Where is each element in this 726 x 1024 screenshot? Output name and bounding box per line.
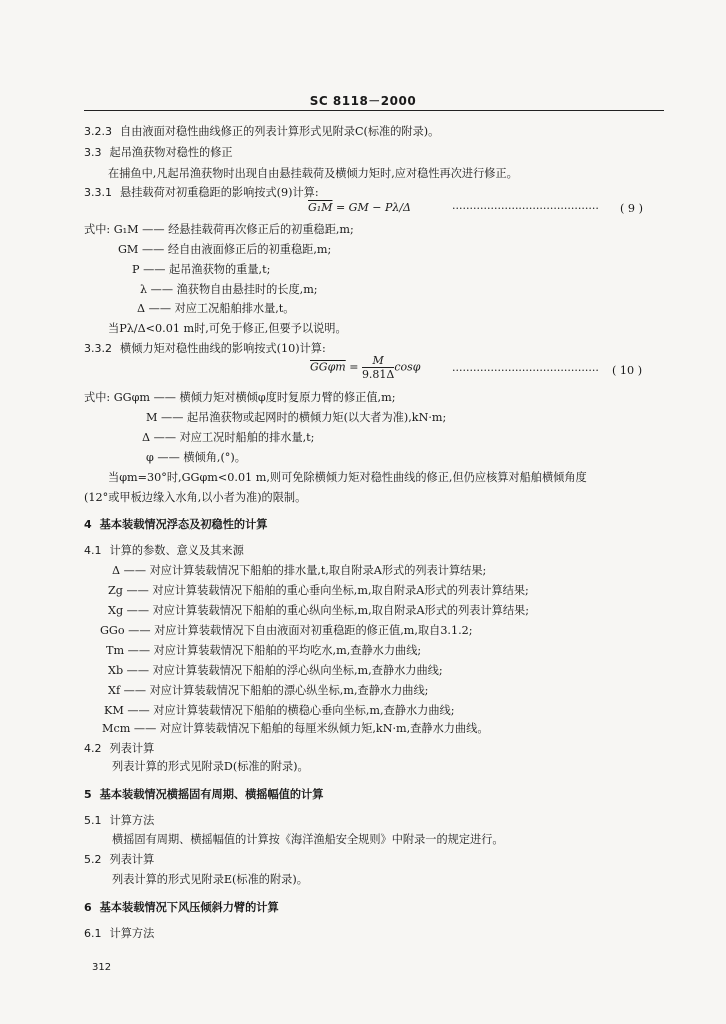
note-3-3-2-cont: (12°或甲板边缘入水角,以小者为准)的限制。 — [84, 491, 307, 504]
def-p: P —— 起吊渔获物的重量,t; — [132, 263, 271, 276]
section-3-3: 3.3 起吊渔获物对稳性的修正 — [84, 146, 233, 159]
def-phi: φ —— 横倾角,(°)。 — [146, 451, 246, 464]
formula-9-leader: ·········································· — [452, 202, 599, 215]
def-ggphim: 式中: GGφm —— 横倾力矩对横倾φ度时复原力臂的修正值,m; — [84, 391, 396, 404]
note-3-3-2: 当φm=30°时,GGφm<0.01 m,则可免除横倾力矩对稳性曲线的修正,但仍应核算对船舶横倾角度 — [108, 471, 587, 484]
section-6: 6 基本装载情况下风压倾斜力臂的计算 — [84, 901, 279, 914]
page-header: SC 8118－2000 — [309, 94, 417, 108]
formula-10-fraction: $\frac{M}{9.81\Delta}$ — [361, 354, 395, 381]
param-tm: Tm —— 对应计算装载情况下船舶的平均吃水,m,查静水力曲线; — [106, 644, 422, 657]
header-rule — [84, 110, 664, 111]
section-4-1: 4.1 计算的参数、意义及其来源 — [84, 544, 244, 557]
section-6-1: 6.1 计算方法 — [84, 927, 155, 940]
page-number: 312 — [92, 962, 112, 973]
param-ggo: GGo —— 对应计算装载情况下自由液面对初重稳距的修正值,m,取自3.1.2; — [100, 624, 473, 637]
def-delta: Δ —— 对应工况船舶排水量,t。 — [137, 302, 295, 315]
def-delta-2: Δ —— 对应工况时船舶的排水量,t; — [142, 431, 315, 444]
formula-9-label: ( 9 ) — [620, 202, 643, 215]
note-3-3-1: 当Pλ/Δ<0.01 m时,可免于修正,但要予以说明。 — [108, 322, 347, 335]
param-zg: Zg —— 对应计算装载情况下船舶的重心垂向坐标,m,取自附录A形式的列表计算结果; — [108, 584, 529, 597]
para-3-3: 在捕鱼中,凡起吊渔获物时出现自由悬挂载荷及横倾力矩时,应对稳性再次进行修正。 — [108, 167, 518, 180]
para-3-2-3: 3.2.3 自由液面对稳性曲线修正的列表计算形式见附录C(标准的附录)。 — [84, 125, 440, 138]
param-xb: Xb —— 对应计算装载情况下船舶的浮心纵向坐标,m,查静水力曲线; — [108, 664, 443, 677]
def-gm: GM —— 经自由液面修正后的初重稳距,m; — [118, 243, 332, 256]
param-km: KM —— 对应计算装载情况下船舶的横稳心垂向坐标,m,查静水力曲线; — [104, 704, 455, 717]
param-delta: Δ —— 对应计算装载情况下船舶的排水量,t,取自附录A形式的列表计算结果; — [112, 564, 487, 577]
section-4-2: 4.2 列表计算 — [84, 742, 155, 755]
para-3-3-1: 3.3.1 悬挂载荷对初重稳距的影响按式(9)计算: — [84, 186, 319, 199]
def-lambda: λ —— 渔获物自由悬挂时的长度,m; — [140, 283, 318, 296]
param-xg: Xg —— 对应计算装载情况下船舶的重心纵向坐标,m,取自附录A形式的列表计算结果; — [108, 604, 529, 617]
section-4: 4 基本装载情况浮态及初稳性的计算 — [84, 518, 268, 531]
param-xf: Xf —— 对应计算装载情况下船舶的漂心纵坐标,m,查静水力曲线; — [108, 684, 429, 697]
section-5-2: 5.2 列表计算 — [84, 853, 155, 866]
def-m: M —— 起吊渔获物或起网时的横倾力矩(以大者为准),kN·m; — [146, 411, 447, 424]
para-4-2: 列表计算的形式见附录D(标准的附录)。 — [112, 760, 309, 773]
formula-10: GGφm = $\frac{M}{9.81\Delta}$ cosφ — [310, 354, 421, 381]
formula-10-label: ( 10 ) — [612, 364, 643, 377]
section-5-1: 5.1 计算方法 — [84, 814, 155, 827]
formula-10-leader: ·········································· — [452, 364, 599, 377]
param-mcm: Mcm —— 对应计算装载情况下船舶的每厘米纵倾力矩,kN·m,查静水力曲线。 — [102, 722, 489, 735]
para-3-3-2: 3.3.2 横倾力矩对稳性曲线的影响按式(10)计算: — [84, 342, 326, 355]
section-5: 5 基本装载情况横摇固有周期、横摇幅值的计算 — [84, 788, 324, 801]
formula-9: G₁M = GM − Pλ/Δ — [308, 201, 411, 214]
para-5-1: 横摇固有周期、横摇幅值的计算按《海洋渔船安全规则》中附录一的规定进行。 — [112, 833, 504, 846]
para-5-2: 列表计算的形式见附录E(标准的附录)。 — [112, 873, 308, 886]
def-g1m: 式中: G₁M —— 经悬挂载荷再次修正后的初重稳距,m; — [84, 223, 354, 236]
